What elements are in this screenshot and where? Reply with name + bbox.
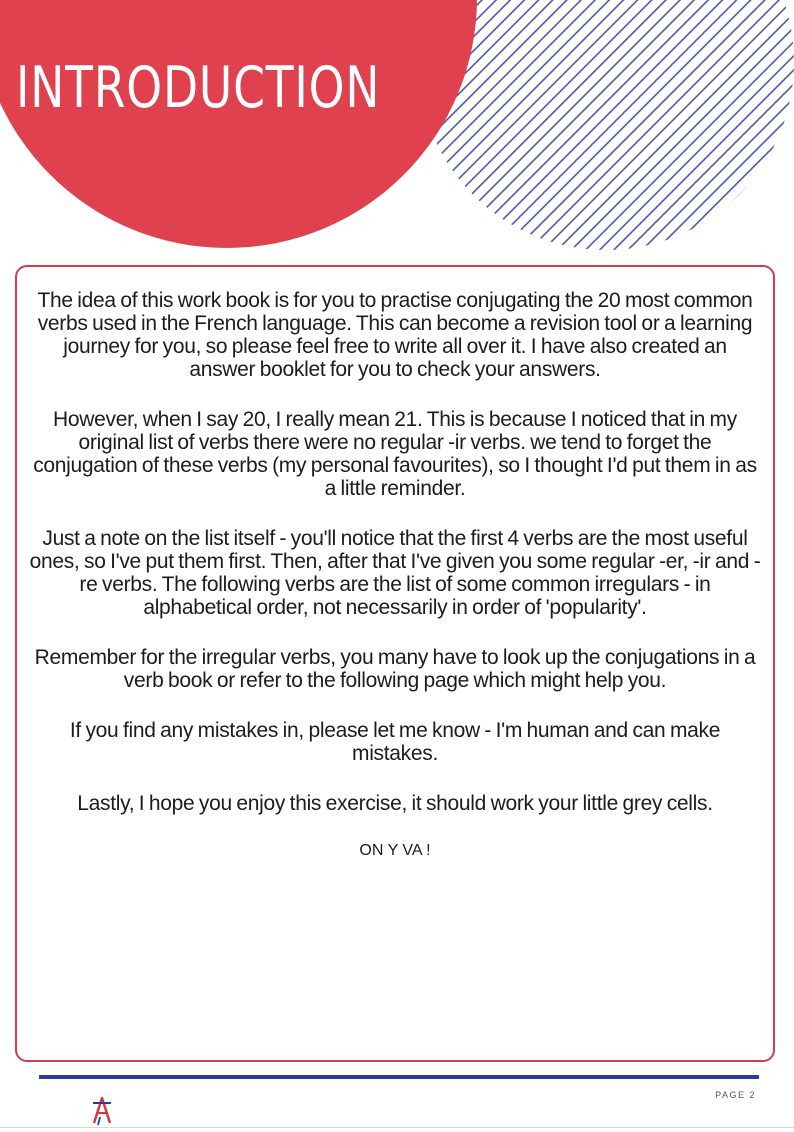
intro-paragraph-3: Just a note on the list itself - you'll notice that the first 4 verbs are the most useful ones, so I've put them first. Then, after that I've given you some regular -er, -ir and -re verbs. The following verbs are the list of some common irregulars - in alphabetical order, not necessarily in order of 'popularity'. xyxy=(29,527,761,619)
intro-paragraph-4: Remember for the irregular verbs, you many have to look up the conjugations in a verb book or refer to the following page which might help you. xyxy=(34,646,756,692)
intro-content-box xyxy=(15,265,775,1062)
footer-divider xyxy=(39,1075,759,1079)
intro-paragraph-2: However, when I say 20, I really mean 21. This is because I noticed that in my original list of verbs there were no regular -ir verbs. we tend to forget the conjugation of these verbs (my personal favourites), so I thought I'd put them in as a little reminder. xyxy=(33,408,757,500)
intro-paragraph-6: Lastly, I hope you enjoy this exercise, it should work your little grey cells. xyxy=(77,792,713,815)
a-monogram-logo-icon xyxy=(90,1092,114,1126)
intro-paragraph-1: The idea of this work book is for you to practise conjugating the 20 most common verbs used in the French language. This can become a revision tool or a learning journey for you, so please feel free to write all over it. I have also created an answer booklet for you to check your answers. xyxy=(37,289,753,381)
intro-paragraph-5: If you find any mistakes in, please let me know - I'm human and can make mistakes. xyxy=(69,719,721,765)
signoff-text: ON Y VA ! xyxy=(359,842,431,859)
bottom-edge-rule xyxy=(0,1127,794,1128)
page-number: PAGE 2 xyxy=(715,1090,756,1100)
page-title: INTRODUCTION xyxy=(16,55,381,121)
